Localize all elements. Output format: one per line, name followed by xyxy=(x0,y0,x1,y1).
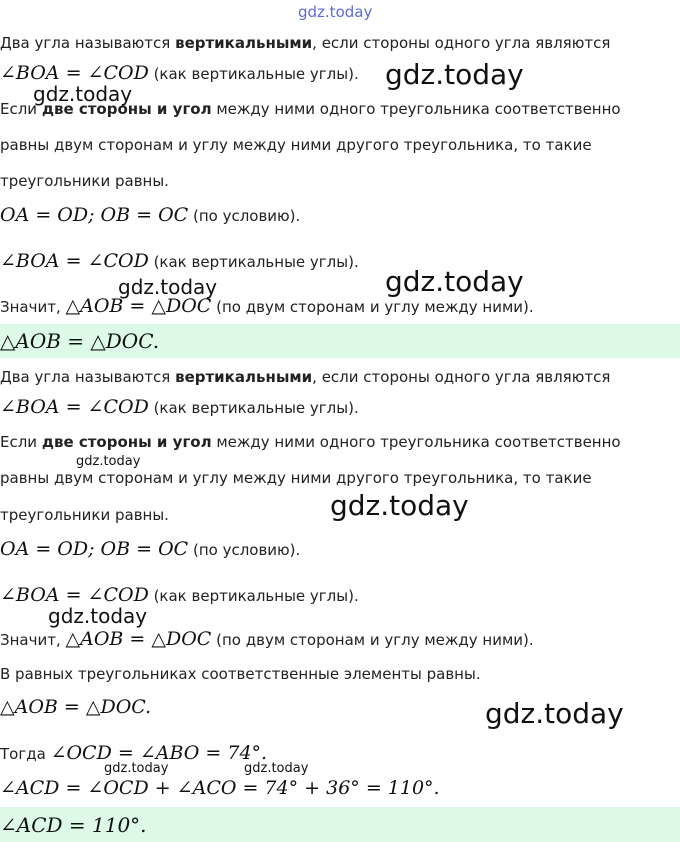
definition-line: Два угла называются вертикальными, если стороны одного угла являются xyxy=(0,34,611,52)
math-expression: △AOB = △DOC xyxy=(65,295,212,317)
text-line: равны двум сторонам и углу между ними другого треугольника, то такие xyxy=(0,469,592,487)
math-expression: △AOB = △DOC. xyxy=(0,696,152,718)
watermark: gdz.today xyxy=(104,761,169,776)
math-expression: ∠BOA = ∠COD xyxy=(0,250,149,272)
math-line xyxy=(0,696,151,718)
math-expression: ∠ACD = ∠OCD + ∠ACO = 74° + 36° = 110°. xyxy=(0,777,440,799)
math-line: ∠BOA = ∠COD (как вертикальные углы). xyxy=(0,584,359,606)
text-line: равны двум сторонам и углу между ними другого треугольника, то такие xyxy=(0,136,592,154)
term-bold: вертикальными xyxy=(175,368,313,386)
text-line: В равных треугольниках соответственные элементы равны. xyxy=(0,665,481,683)
text-line: треугольники равны. xyxy=(0,172,169,190)
math-expression: ∠BOA = ∠COD xyxy=(0,62,149,84)
watermark: gdz.today xyxy=(33,82,133,106)
math-line: Тогда ∠OCD = ∠ABO = 74°. xyxy=(0,742,268,764)
watermark: gdz.today xyxy=(330,489,469,522)
result-text: △AOB = △DOC. xyxy=(0,329,160,353)
math-line: OA = OD; OB = OC (по условию). xyxy=(0,204,301,226)
watermark: gdz.today xyxy=(118,275,218,299)
watermark: gdz.today xyxy=(48,604,148,628)
math-line: ∠BOA = ∠COD (как вертикальные углы). xyxy=(0,250,359,272)
result-band xyxy=(0,324,680,358)
math-line: ∠BOA = ∠COD (как вертикальные углы). xyxy=(0,62,359,84)
math-expression: ∠BOA = ∠COD xyxy=(0,396,149,418)
theorem-line: Если две стороны и угол между ними одного треугольника соответственно xyxy=(0,100,621,118)
math-line: ∠BOA = ∠COD (как вертикальные углы). xyxy=(0,396,359,418)
math-expression: △AOB = △DOC xyxy=(65,628,212,650)
math-expression: OA = OD; OB = OC xyxy=(0,204,189,226)
definition-line: Два угла называются вертикальными, если стороны одного угла являются xyxy=(0,368,611,386)
term-bold: две стороны и угол xyxy=(41,433,212,451)
math-expression: OA = OD; OB = OC xyxy=(0,538,189,560)
watermark: gdz.today xyxy=(76,454,141,469)
math-line: Значит, △AOB = △DOC (по двум сторонам и углу между ними). xyxy=(0,628,534,650)
result-band xyxy=(0,807,680,842)
text-line: треугольники равны. xyxy=(0,506,169,524)
result-text: ∠ACD = 110°. xyxy=(0,813,147,837)
math-expression: ∠BOA = ∠COD xyxy=(0,584,149,606)
watermark-top: gdz.today xyxy=(298,3,373,21)
term-bold: две стороны и угол xyxy=(41,100,212,118)
watermark: gdz.today xyxy=(385,58,524,91)
math-expression: ∠OCD = ∠ABO = 74°. xyxy=(50,742,268,764)
watermark: gdz.today xyxy=(385,265,524,298)
math-line xyxy=(0,777,440,799)
watermark: gdz.today xyxy=(485,697,624,730)
watermark: gdz.today xyxy=(244,761,309,776)
term-bold: вертикальными xyxy=(175,34,313,52)
theorem-line: Если две стороны и угол между ними одного треугольника соответственно xyxy=(0,433,621,451)
math-line: OA = OD; OB = OC (по условию). xyxy=(0,538,301,560)
math-line: Значит, △AOB = △DOC (по двум сторонам и углу между ними). xyxy=(0,295,534,317)
